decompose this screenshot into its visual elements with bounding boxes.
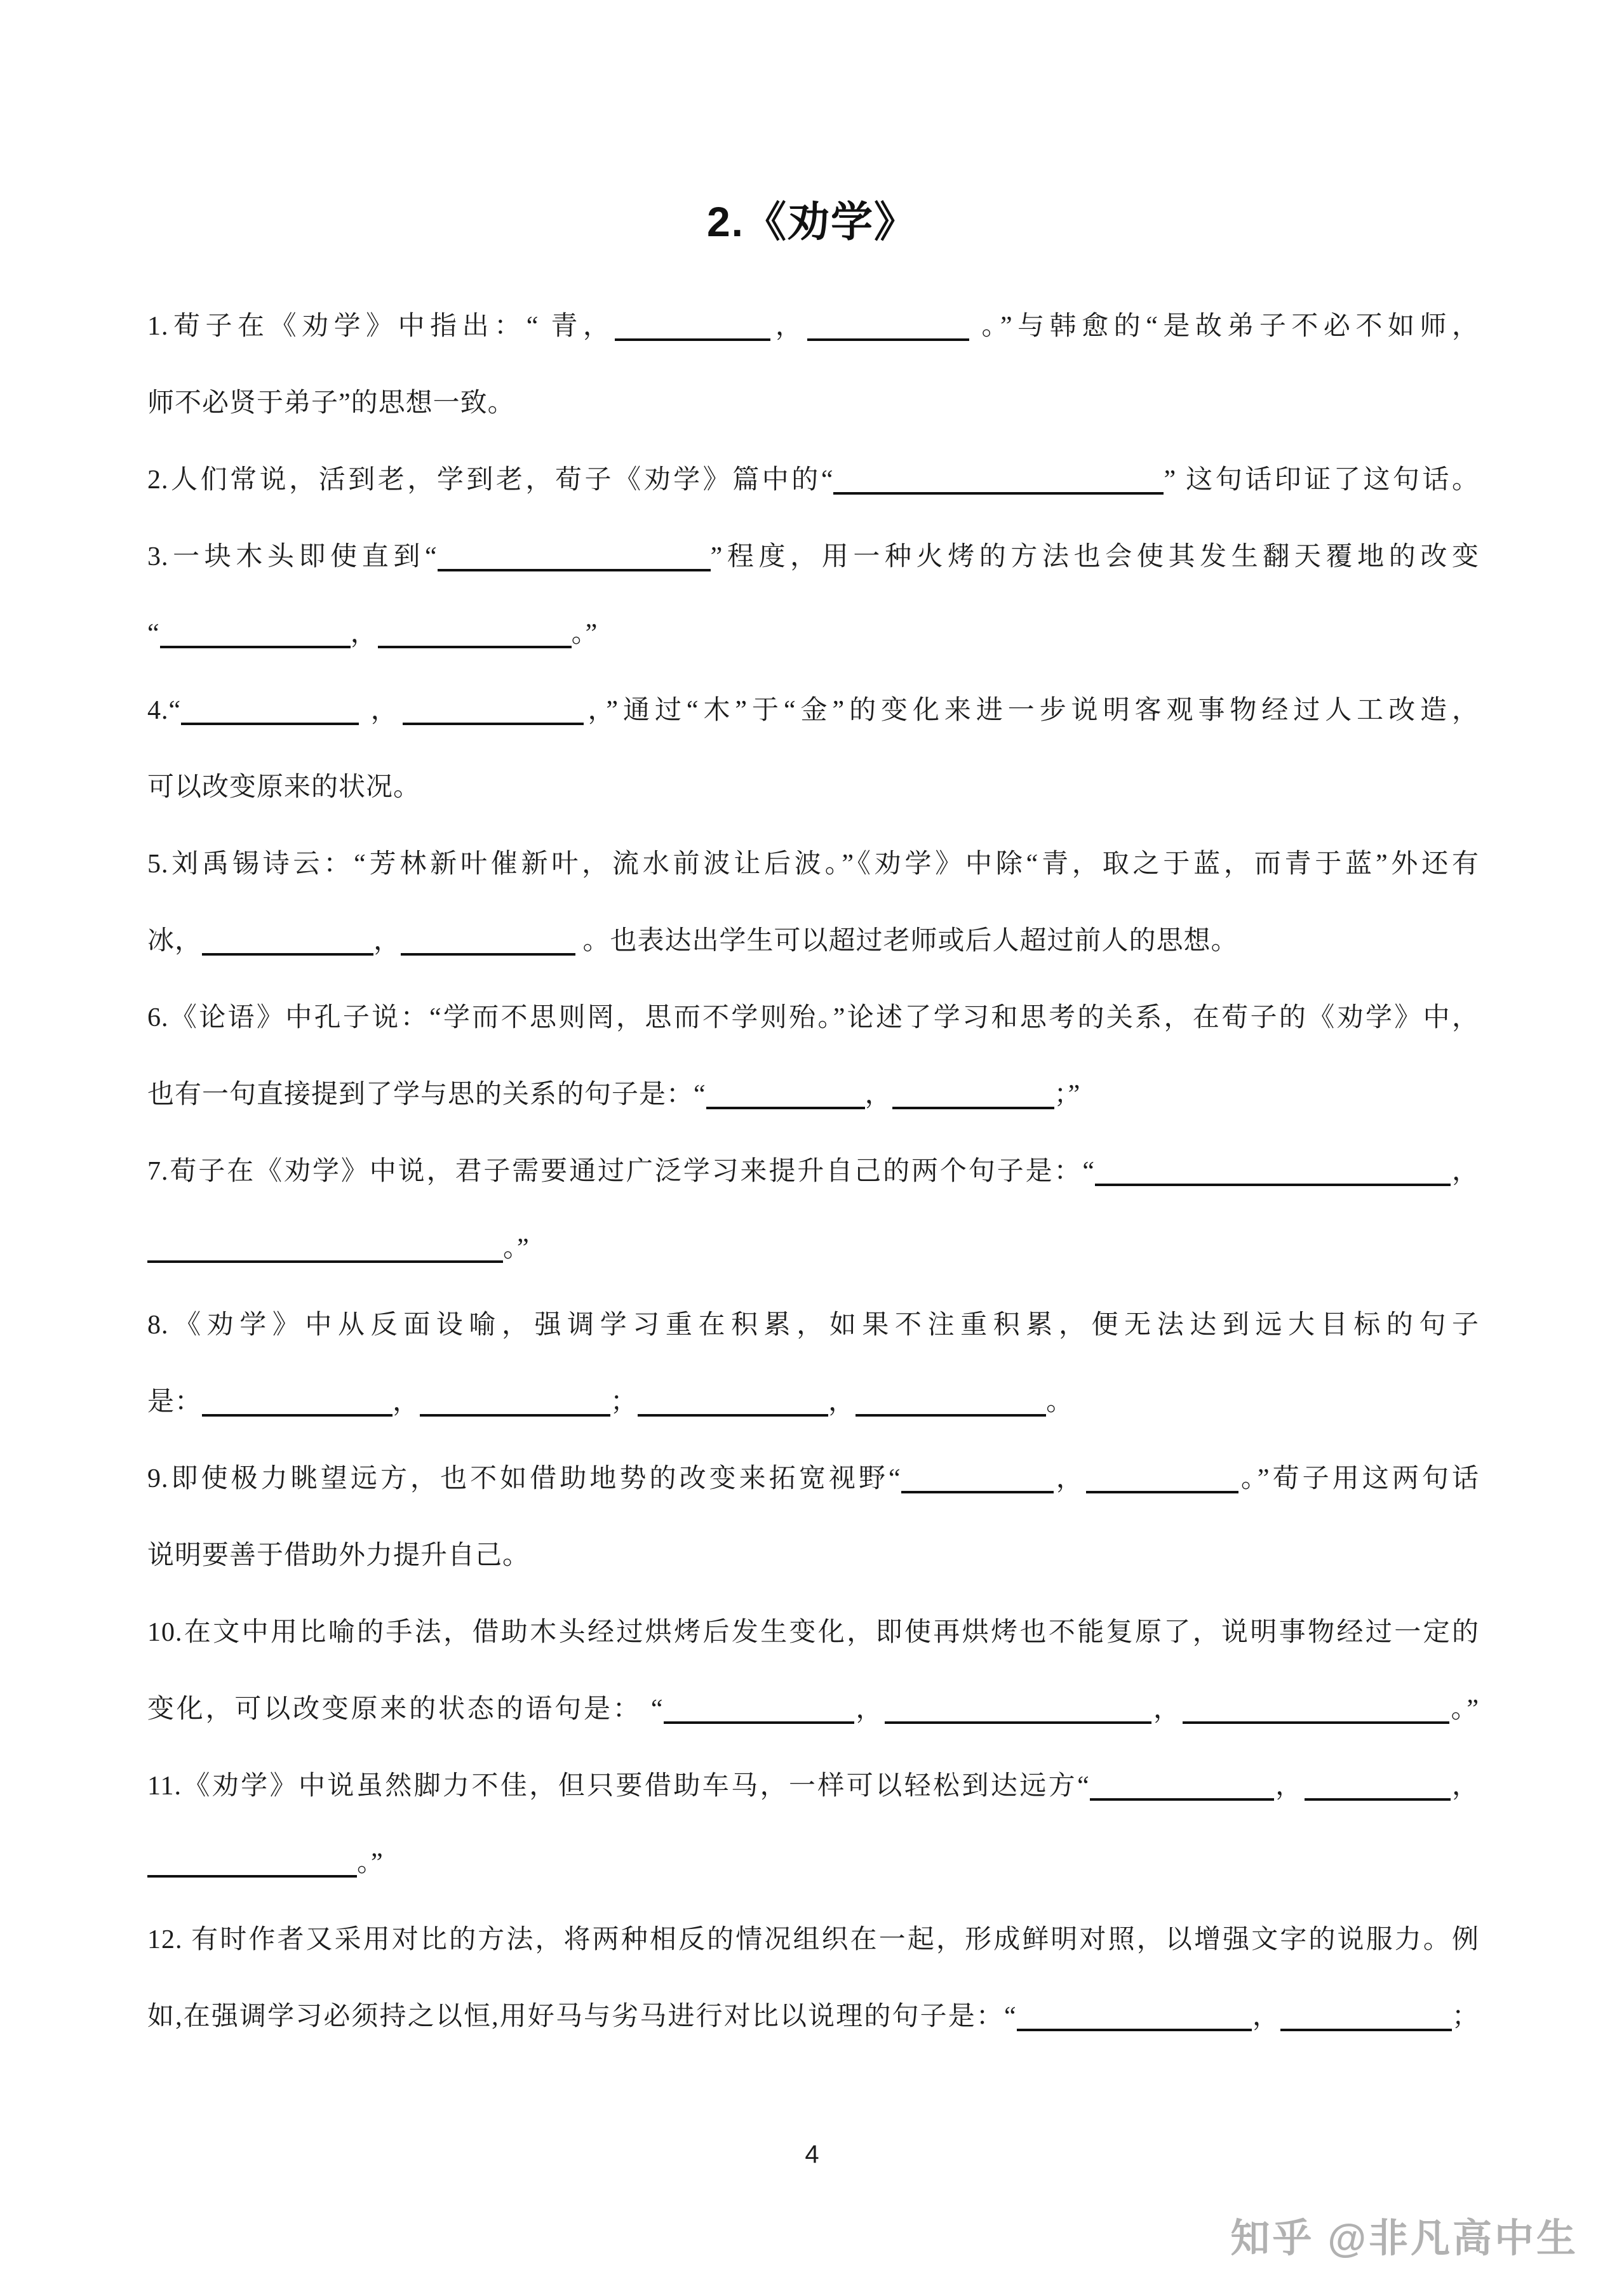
answer-blank [1280, 2021, 1452, 2031]
question-text: ， [1251, 2002, 1280, 2031]
answer-blank [181, 715, 359, 725]
question-7-line-2 [147, 1210, 1479, 1287]
question-text: 12. 有时作者又采用对比的方法，将两种相反的情况组织在一起，形成鲜明对照，以增强文字的说服力。例 [147, 1925, 1479, 1954]
answer-blank [420, 1406, 610, 1417]
answer-blank [1095, 1176, 1451, 1186]
page-title: 2.《劝学》 [706, 198, 918, 245]
question-text: 。” [357, 1848, 384, 1878]
question-text: ， [854, 1695, 885, 1724]
answer-blank [901, 1483, 1054, 1493]
question-2-line-1 [147, 442, 1479, 519]
question-text: 10.在文中用比喻的手法，借助木头经过烘烤后发生变化，即使再烘烤也不能复原了，说明事物经过一定的 [147, 1618, 1479, 1647]
answer-blank [885, 1714, 1151, 1724]
watermark: 知乎 @非凡高中生 [1230, 2217, 1578, 2260]
question-10-line-1 [147, 1594, 1479, 1671]
question-7-line-1 [147, 1133, 1479, 1210]
answer-blank [807, 331, 969, 341]
question-text: 5.刘禹锡诗云：“芳林新叶催新叶，流水前波让后波。”《劝学》中除“青，取之于蓝，而青于蓝”外还有 [147, 850, 1479, 879]
answer-blank [1090, 1791, 1274, 1801]
question-4-line-2 [147, 749, 1479, 826]
answer-blank [706, 1099, 865, 1109]
question-text: 3.一块木头即使直到“ [147, 542, 438, 571]
question-text: 。” [571, 619, 598, 648]
question-text: ； [1451, 2002, 1479, 2031]
question-1-line-1 [147, 288, 1479, 365]
answer-blank [147, 1253, 503, 1263]
answer-blank [664, 1714, 854, 1724]
question-text: ； [610, 1387, 638, 1417]
answer-blank [1017, 2021, 1252, 2031]
question-1-line-2 [147, 365, 1479, 442]
question-10-line-2 [147, 1671, 1479, 1748]
question-text: ， [864, 1080, 892, 1109]
question-text: ， [828, 1387, 856, 1417]
question-11-line-2 [147, 1825, 1479, 1902]
question-text: ， [393, 1387, 420, 1417]
answer-blank [1305, 1791, 1451, 1801]
question-text: ， [1053, 1464, 1086, 1493]
question-text: 。 [1046, 1387, 1074, 1417]
answer-blank [401, 945, 575, 956]
answer-blank [160, 638, 351, 648]
answer-blank [1086, 1483, 1238, 1493]
answer-blank [147, 1867, 357, 1878]
question-4-line-1 [147, 672, 1479, 749]
question-text: 2.人们常说，活到老，学到老，荀子《劝学》篇中的“ [147, 465, 834, 495]
question-text: 9.即使极力眺望远方，也不如借助地势的改变来拓宽视野“ [147, 1464, 901, 1493]
question-text: ”程度，用一种火烤的方法也会使其发生翻天覆地的改变 [710, 542, 1479, 571]
question-12-line-1 [147, 1902, 1479, 1979]
question-text: 。”荀子用这两句话 [1238, 1464, 1479, 1493]
question-text: 11.《劝学》中说虽然脚力不佳，但只要借助车马，一样可以轻松到达远方“ [147, 1772, 1090, 1801]
questions-list [147, 288, 1479, 2055]
question-9-line-1 [147, 1441, 1479, 1518]
question-text: ， [1273, 1772, 1305, 1801]
question-11-line-1 [147, 1748, 1479, 1825]
question-text: ， [1151, 1695, 1183, 1724]
question-text: “ [147, 619, 160, 648]
question-text: ， [373, 926, 401, 956]
question-text: ，”通过“木”于“金”的变化来进一步说明客观事物经过人工改造， [583, 696, 1479, 725]
question-text: 。” [503, 1234, 530, 1263]
question-text: 。” [1449, 1695, 1479, 1724]
question-text: 1.荀子在《劝学》中指出：“ 青， [147, 312, 615, 341]
question-3-line-1 [147, 519, 1479, 596]
question-text: ” 这句话印证了这句话。 [1164, 465, 1479, 495]
question-6-line-2 [147, 1057, 1479, 1133]
question-text: ， [359, 696, 403, 725]
question-text: ；” [1054, 1080, 1081, 1109]
question-text: 7.荀子在《劝学》中说，君子需要通过广泛学习来提升自己的两个句子是：“ [147, 1157, 1096, 1186]
question-12-line-2 [147, 1979, 1479, 2055]
question-5-line-2 [147, 903, 1479, 980]
question-text: 6.《论语》中孔子说：“学而不思则罔，思而不学则殆。”论述了学习和思考的关系，在荀子的《劝学》中， [147, 1003, 1479, 1032]
question-text: ， [770, 312, 808, 341]
answer-blank [1183, 1714, 1449, 1724]
question-text: 师不必贤于弟子”的思想一致。 [147, 389, 515, 418]
question-text: 说明要善于借助外力提升自己。 [147, 1541, 530, 1570]
question-text: 。”与韩愈的“是故弟子不必不如师， [969, 312, 1479, 341]
answer-blank [833, 484, 1164, 495]
answer-blank [856, 1406, 1046, 1417]
question-5-line-1 [147, 826, 1479, 903]
question-text: 4.“ [147, 696, 182, 725]
question-text: 也有一句直接提到了学与思的关系的句子是：“ [147, 1080, 706, 1109]
question-text: 。也表达出学生可以超过老师或后人超过前人的思想。 [575, 926, 1238, 956]
question-text: ， [1450, 1772, 1479, 1801]
question-8-line-1 [147, 1287, 1479, 1364]
answer-blank [438, 561, 711, 571]
answer-blank [638, 1406, 828, 1417]
question-3-line-2 [147, 596, 1479, 672]
question-text: 如,在强调学习必须持之以恒,用好马与劣马进行对比以说理的句子是：“ [147, 2002, 1017, 2031]
answer-blank [202, 945, 373, 956]
question-text: ， [1451, 1157, 1479, 1186]
question-text: ， [350, 619, 378, 648]
question-9-line-2 [147, 1518, 1479, 1594]
question-text: 冰， [147, 926, 203, 956]
answer-blank [202, 1406, 393, 1417]
question-6-line-1 [147, 980, 1479, 1057]
question-text: 8.《劝学》中从反面设喻，强调学习重在积累，如果不注重积累，便无法达到远大目标的句子 [147, 1311, 1479, 1340]
question-text: 变化，可以改变原来的状态的语句是： “ [147, 1695, 664, 1724]
page-number: 4 [805, 2140, 819, 2168]
question-text: 可以改变原来的状况。 [147, 773, 421, 802]
answer-blank [403, 715, 584, 725]
answer-blank [892, 1099, 1054, 1109]
answer-blank [615, 331, 770, 341]
answer-blank [378, 638, 572, 648]
question-8-line-2 [147, 1364, 1479, 1441]
question-text: 是： [147, 1387, 203, 1417]
